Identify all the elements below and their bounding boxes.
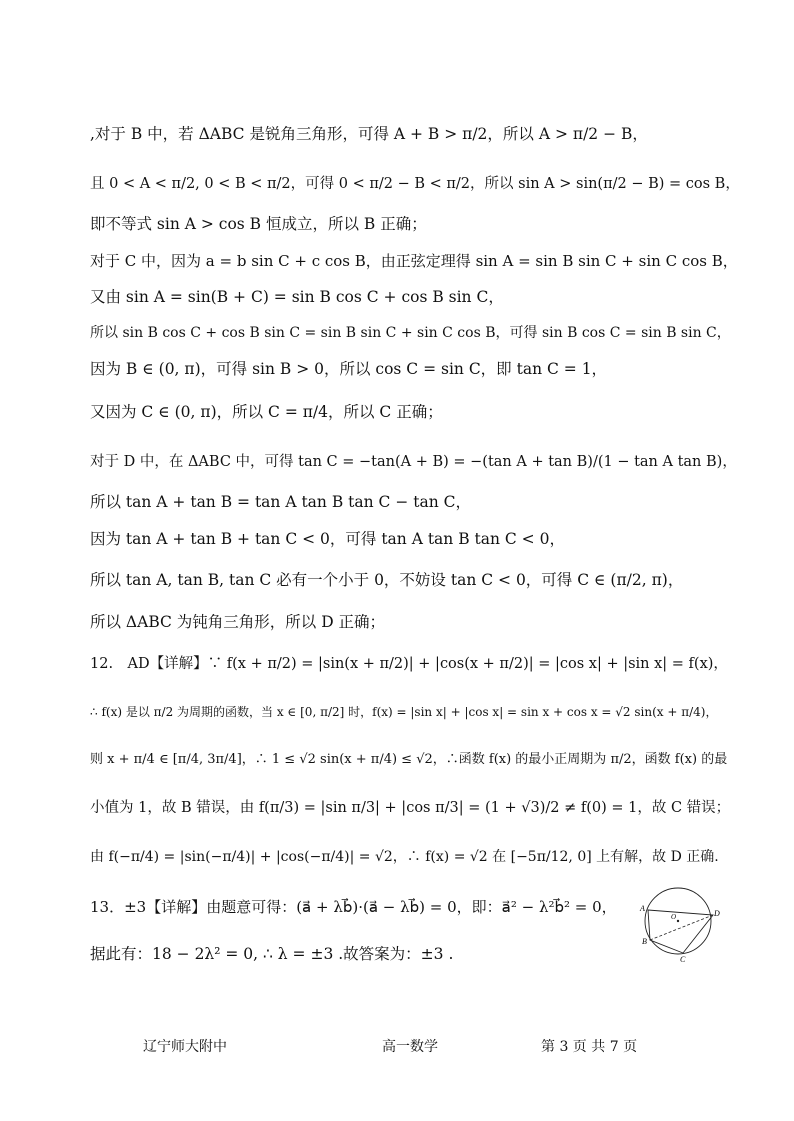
- solution-line: 因为 tan A + tan B + tan C < 0，可得 tan A tan B tan C < 0，: [90, 530, 565, 548]
- label-c: C: [680, 955, 686, 964]
- solution-line: 12. AD【详解】∵ f(x + π/2) = |sin(x + π/2)| + |cos(x + π/2)| = |cos x| + |sin x| = f(x)，: [90, 656, 728, 672]
- label-b: B: [642, 937, 647, 946]
- solution-line: 因为 B ∈ (0, π)，可得 sin B > 0，所以 cos C = sin C，即 tan C = 1，: [90, 360, 608, 378]
- label-o: O: [671, 913, 677, 921]
- label-d: D: [714, 909, 720, 918]
- label-a: A: [640, 904, 645, 913]
- solution-line: 又因为 C ∈ (0, π)，所以 C = π/4，所以 C 正确；: [90, 403, 443, 421]
- solution-line: 由 f(−π/4) = |sin(−π/4)| + |cos(−π/4)| = √2，∴ f(x) = √2 在 [−5π/12, 0] 上有解，故 D 正确.: [90, 849, 719, 865]
- solution-line: 13．±3【详解】由题意可得：(a⃗ + λb⃗)·(a⃗ − λb⃗) = 0，即：a⃗² − λ²b⃗² = 0，: [90, 898, 617, 916]
- footer-school: 辽宁师大附中: [143, 1039, 227, 1055]
- solution-line: 据此有：18 − 2λ² = 0, ∴ λ = ±3 .故答案为：±3 .: [90, 945, 454, 963]
- solution-line: 对于 D 中，在 ΔABC 中，可得 tan C = −tan(A + B) = −(tan A + tan B)/(1 − tan A tan B)，: [90, 454, 737, 470]
- solution-line: 所以 tan A + tan B = tan A tan B tan C − tan C，: [90, 493, 471, 511]
- solution-line: 小值为 1，故 B 错误，由 f(π/3) = |sin π/3| + |cos π/3| = (1 + √3)/2 ≠ f(0) = 1，故 C 错误；: [90, 800, 731, 816]
- circle-quadrilateral-figure: [636, 885, 720, 965]
- solution-line: 对于 C 中，因为 a = b sin C + c cos B，由正弦定理得 sin A = sin B sin C + sin C cos B，: [90, 252, 738, 270]
- solution-line: ,对于 B 中，若 ΔABC 是锐角三角形，可得 A + B > π/2，所以 A > π/2 − B，: [90, 125, 648, 143]
- footer-page-number: 第 3 页 共 7 页: [541, 1039, 638, 1055]
- solution-line: 则 x + π/4 ∈ [π/4, 3π/4]，∴ 1 ≤ √2 sin(x + π/4) ≤ √2，∴函数 f(x) 的最小正周期为 π/2，函数 f(x) 的最: [90, 752, 728, 767]
- solution-line: ∴ f(x) 是以 π/2 为周期的函数，当 x ∈ [0, π/2] 时，f(x) = |sin x| + |cos x| = sin x + cos x = √2 sin(x + π/4)，: [90, 705, 718, 719]
- solution-line: 所以 ΔABC 为钝角三角形，所以 D 正确；: [90, 613, 386, 631]
- solution-line: 所以 sin B cos C + cos B sin C = sin B sin C + sin C cos B，可得 sin B cos C = sin B sin C，: [90, 325, 731, 341]
- solution-line: 且 0 < A < π/2, 0 < B < π/2，可得 0 < π/2 − B < π/2，所以 sin A > sin(π/2 − B) = cos B，: [90, 176, 740, 192]
- solution-line: 所以 tan A, tan B, tan C 必有一个小于 0，不妨设 tan C < 0，可得 C ∈ (π/2, π)，: [90, 571, 684, 589]
- solution-line: 即不等式 sin A > cos B 恒成立，所以 B 正确；: [90, 215, 427, 233]
- footer-subject: 高一数学: [382, 1039, 438, 1055]
- solution-line: 又由 sin A = sin(B + C) = sin B cos C + cos B sin C，: [90, 288, 504, 306]
- center-point: [677, 920, 679, 922]
